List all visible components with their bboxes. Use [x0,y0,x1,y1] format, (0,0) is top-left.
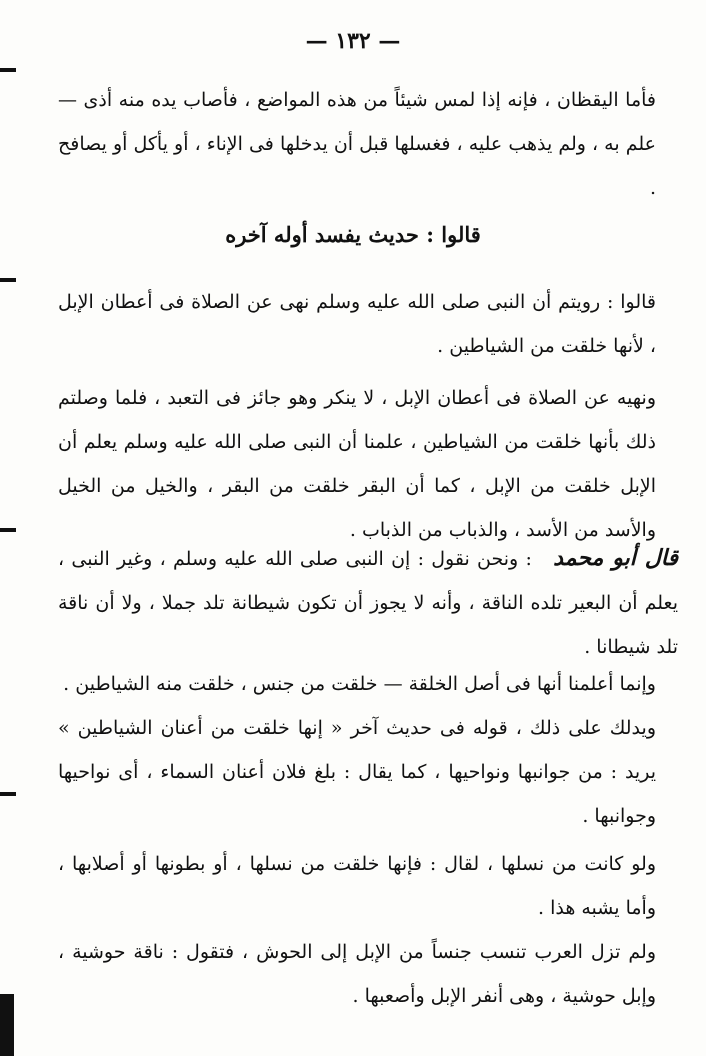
argument-block [58,280,678,552]
scan-margin-mark [0,68,16,72]
speaker-separator: : [525,548,532,570]
closing-block [58,662,678,1018]
speaker-name: قال أبو محمد [553,545,678,571]
section-heading: قالوا : حديث يفسد أوله آخره [225,222,481,247]
paragraph: وإنما أعلمنا أنها فى أصل الخلقة — خلقت من جنس ، خلقت منه الشياطين . [63,673,656,695]
scan-edge-shadow [0,994,14,1056]
paragraph: ولو كانت من نسلها ، لقال : فإنها خلقت من نسلها ، أو بطونها أو أصلابها ، وأما يشبه هذا . [58,853,656,919]
opening-paragraph-block [58,78,678,210]
reply-block [58,536,678,669]
paragraph: فأما اليقظان ، فإنه إذا لمس شيئاً من هذه المواضع ، فأصاب يده منه أذى — علم به ، ولم يذهب عليه ، فغسلها قبل أن يدخلها فى الإناء ، أو يأكل أو يصافح . [58,89,656,199]
scan-margin-mark [0,792,16,796]
paragraph: ولم تزل العرب تنسب جنساً من الإبل إلى الحوش ، فتقول : ناقة حوشية ، وإبل حوشية ، وهى أنفر الإبل وأصعبها . [58,941,656,1007]
scan-margin-mark [0,528,16,532]
paragraph: قالوا : رويتم أن النبى صلى الله عليه وسلم نهى عن الصلاة فى أعطان الإبل ، لأنها خلقت من الشياطين . [58,291,656,357]
paragraph: ونهيه عن الصلاة فى أعطان الإبل ، لا ينكر وهو جائز فى التعبد ، فلما وصلتم ذلك بأنها خلقت من الشياطين ، علمنا أن النبى صلى الله عليه وسلم يعلم أن الإبل خلقت من الإبل ، كما أن البقر خلقت من البقر ، والخيل من الخيل والأسد من الأسد ، والذباب من الذباب . [58,387,656,541]
reply-text: ونحن نقول : إن النبى صلى الله عليه وسلم ، وغير النبى ، يعلم أن البعير تلده الناقة ، وأنه لا يجوز أن تكون شيطانة تلد جملا ، ولا أن ناقة تلد شيطانا . [58,548,678,658]
paragraph: ويدلك على ذلك ، قوله فى حديث آخر « إنها خلقت من أعنان الشياطين » يريد : من جوانبها ونواحيها ، كما يقال : بلغ فلان أعنان السماء ، أى نواحيها وجوانبها . [58,717,656,827]
scan-margin-mark [0,278,16,282]
reply-paragraph [58,536,678,669]
page-number: — ١٣٢ — [305,28,401,54]
